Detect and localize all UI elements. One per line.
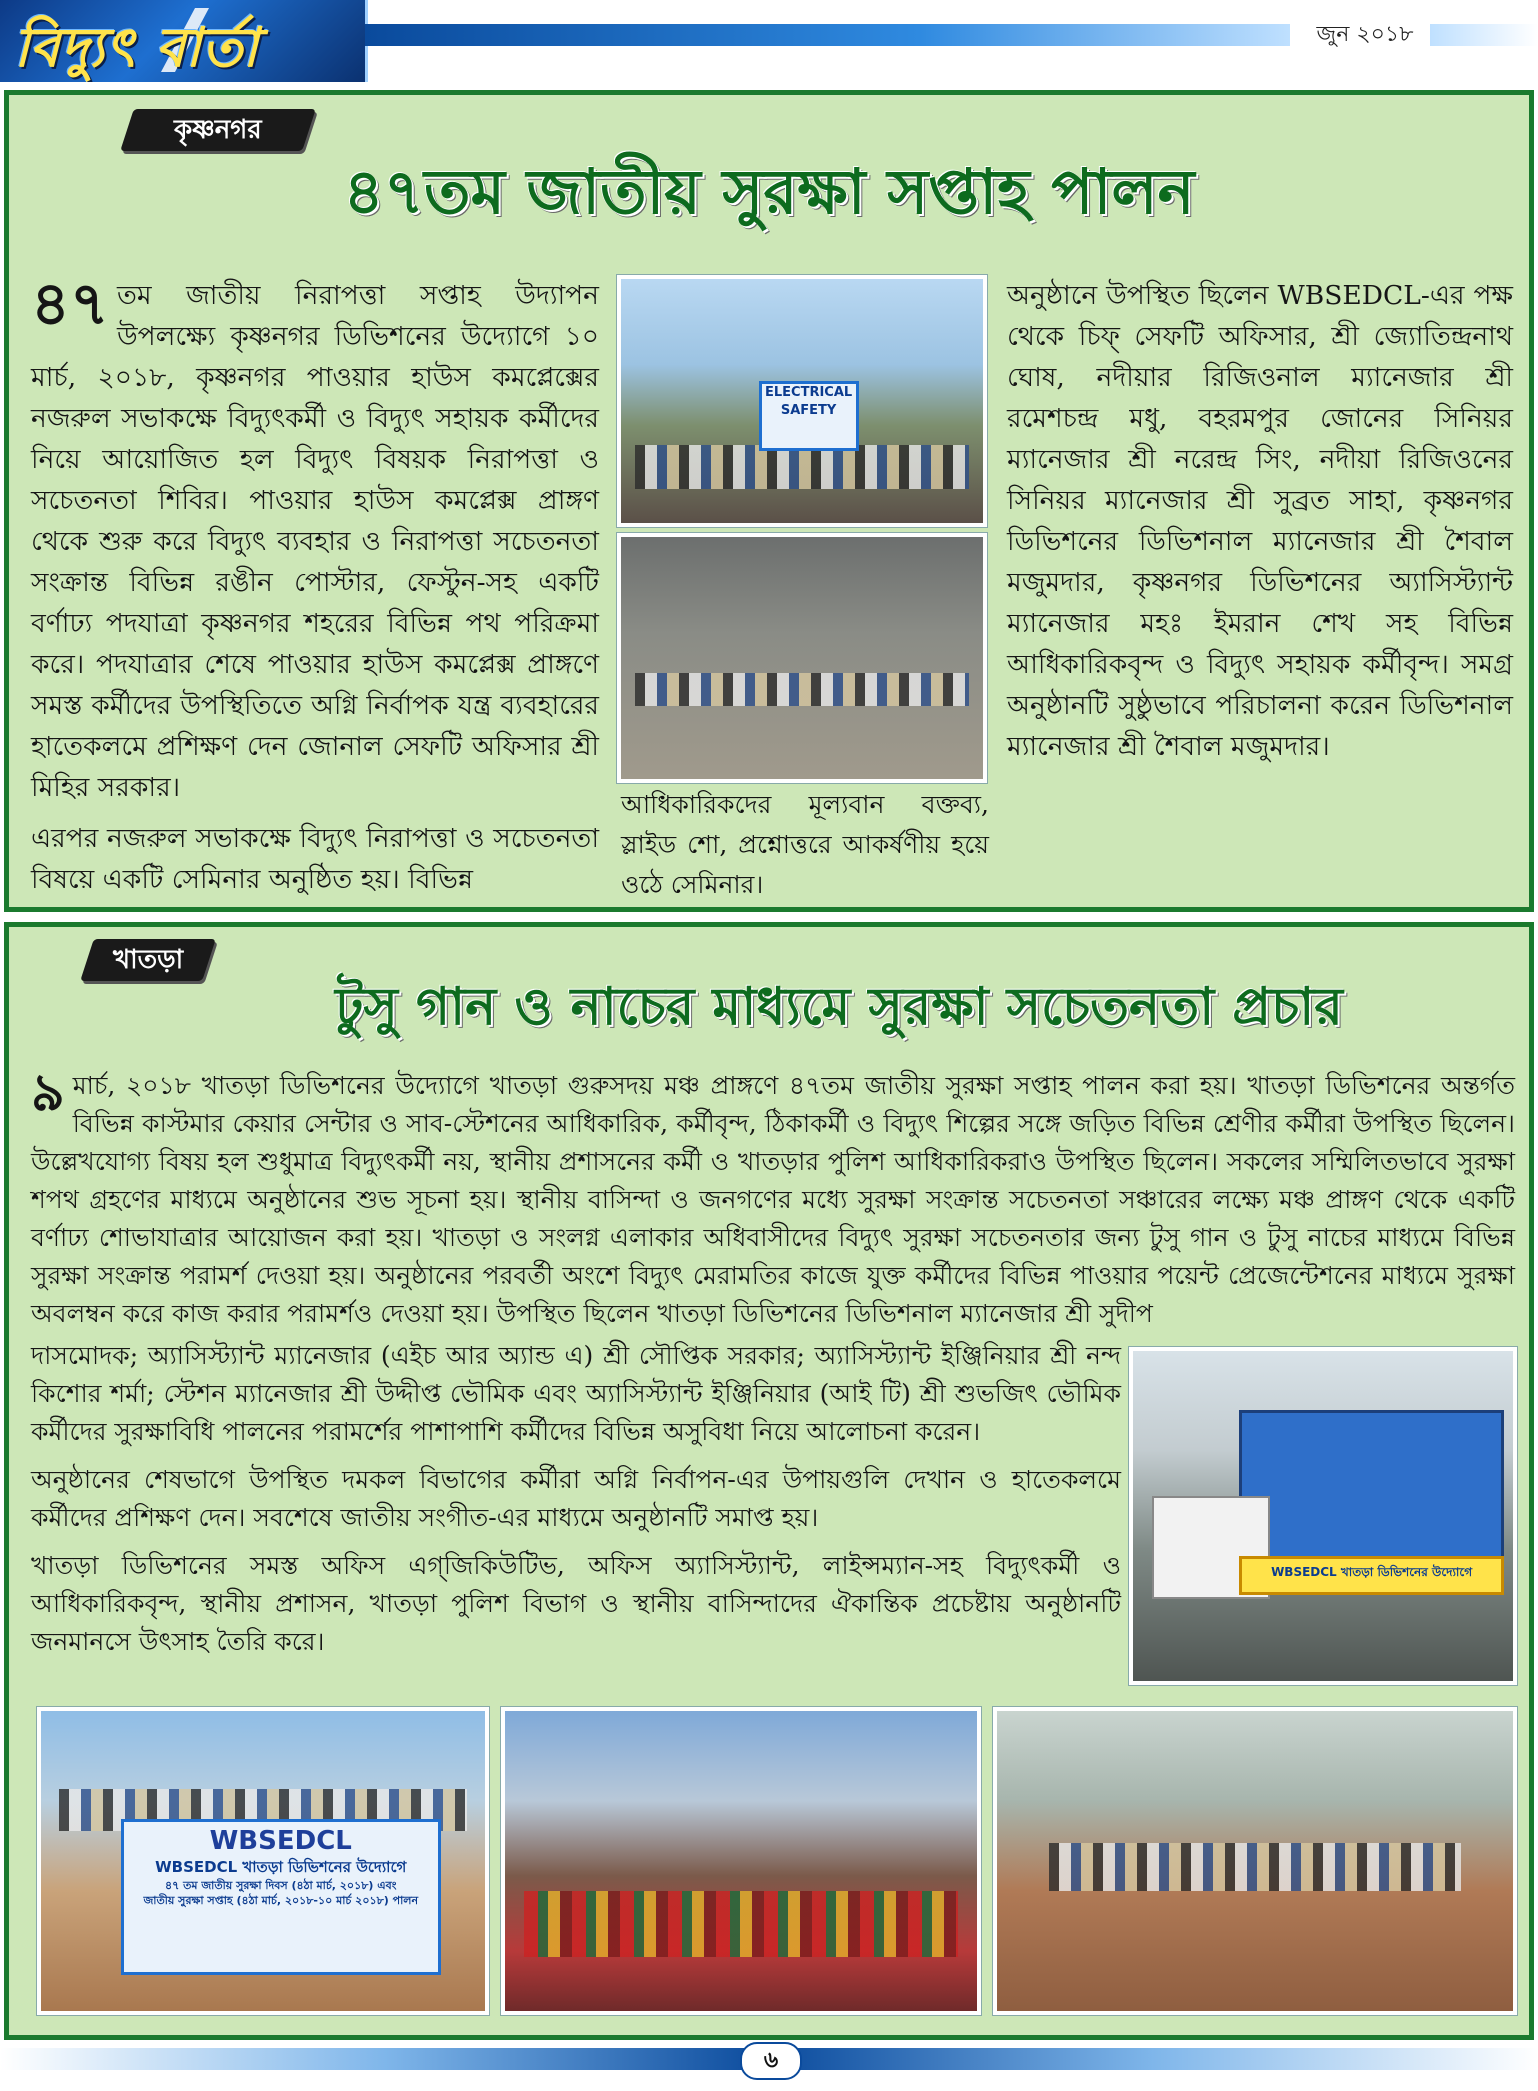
- paragraph: অনুষ্ঠানের শেষভাগে উপস্থিত দমকল বিভাগের কর্মীরা অগ্নি নির্বাপন-এর উপায়গুলি দেখান ও হাতেকলমে কর্মীদের প্রশিক্ষণ দেন। সবশেষে জাতীয় সংগীত-এর মাধ্যমে অনুষ্ঠানটি সমাপ্ত হয়।: [31, 1465, 1121, 1532]
- paragraph: এরপর নজরুল সভাকক্ষে বিদ্যুৎ নিরাপত্তা ও সচেতনতা বিষয়ে একটি সেমিনার অনুষ্ঠিত হয়। বিভিন্ন: [31, 823, 599, 895]
- location-tag: খাতড়া: [80, 939, 216, 981]
- rally-banner-title: WBSEDCL: [209, 1826, 352, 1856]
- photo-safety-pledge-circle: [993, 1707, 1517, 2015]
- paragraph: অনুষ্ঠানে উপস্থিত ছিলেন WBSEDCL-এর পক্ষ থেকে চিফ্ সেফটি অফিসার, শ্রী জ্যোতিন্দ্রনাথ ঘোষ, নদীয়ার রিজিওনাল ম্যানেজার শ্রী রমেশচন্দ্র মধু, বহরমপুর জোনের সিনিয়র ম্যানেজার শ্রী নরেন্দ্র সিং, নদীয়া রিজিওনের সিনিয়র ম্যানেজার শ্রী সুব্রত সাহা, কৃষ্ণনগর ডিভিশনের ডিভিশনাল ম্যানেজার শ্রী শৈবাল মজুমদার, কৃষ্ণনগর ডিভিশনের অ্যাসিস্ট্যান্ট ম্যানেজার মহঃ ইমরান শেখ সহ বিভিন্ন আধিকারিকবৃন্দ ও বিদ্যুৎ সহায়ক কর্মীবৃন্দ। সমগ্র অনুষ্ঠানটি সুষ্ঠুভাবে পরিচালনা করেন ডিভিশনাল ম্যানেজার শ্রী শৈবাল মজুমদার।: [1007, 280, 1513, 762]
- crowd-graphic: [1049, 1843, 1462, 1891]
- header-bar-right: [1430, 24, 1538, 46]
- rally-banner-line: ৪৭ তম জাতীয় সুরক্ষা দিবস (৪ঠা মার্চ, ২০১৮) এবং: [165, 1879, 397, 1892]
- photo-banner: ELECTRICAL SAFETY: [759, 381, 859, 450]
- masthead-title: বিদ্যুৎ বার্তা: [14, 16, 260, 79]
- article-body-full: [31, 1062, 1515, 1343]
- masthead-logo: [0, 0, 368, 82]
- photo-street-procession: [617, 533, 987, 783]
- truck-banner: WBSEDCL খাতড়া ডিভিশনের উদ্যোগে: [1239, 1556, 1503, 1595]
- article-column-1: [31, 269, 599, 910]
- location-tag: কৃষ্ণনগর: [120, 109, 316, 151]
- drop-cap: ৪৭: [31, 269, 109, 339]
- article-body-narrow: [31, 1337, 1121, 1671]
- paragraph: খাতড়া ডিভিশনের সমস্ত অফিস এগ্‌জিকিউটিভ, অফিস অ্যাসিস্ট্যান্ট, লাইন্সম্যান-সহ বিদ্যুৎকর্মী ও আধিকারিকবৃন্দ, স্থানীয় প্রশাসন, খাতড়া পুলিশ বিভাগ ও স্থানীয় বাসিন্দাদের ঐকান্তিক প্রচেষ্টায় অনুষ্ঠানটি জনমানসে উৎসাহ তৈরি করে।: [31, 1551, 1121, 1656]
- crowd-graphic: [635, 445, 968, 489]
- issue-date: জুন ২০১৮: [1316, 22, 1414, 47]
- photo-rally-banner: [37, 1707, 489, 2015]
- page-number: ৬: [740, 2042, 802, 2080]
- paragraph: ৪৭ তম জাতীয় নিরাপত্তা সপ্তাহ উদ্যাপন উপলক্ষ্যে কৃষ্ণনগর ডিভিশনের উদ্যোগে ১০ মার্চ, ২০১৮, কৃষ্ণনগর পাওয়ার হাউস কমপ্লেক্সের নজরুল সভাকক্ষে বিদ্যুৎকর্মী ও বিদ্যুৎ সহায়ক কর্মীদের নিয়ে আয়োজিত হল বিদ্যুৎ বিষয়ক নিরাপত্তা ও সচেতনতা শিবির। পাওয়ার হাউস কমপ্লেক্স প্রাঙ্গণ থেকে শুরু করে বিদ্যুৎ ব্যবহার ও নিরাপত্তা সচেতনতা সংক্রান্ত বিভিন্ন রঙীন পোস্টার, ফেস্টুন-সহ একটি বর্ণাঢ্য পদযাত্রা কৃষ্ণনগর শহরের বিভিন্ন পথ পরিক্রমা করে। পদযাত্রার শেষে পাওয়ার হাউস কমপ্লেক্স প্রাঙ্গণে সমস্ত কর্মীদের উপস্থিতিতে অগ্নি নির্বাপক যন্ত্র ব্যবহারের হাতেকলমে প্রশিক্ষণ দেন জোনাল সেফটি অফিসার শ্রী মিহির সরকার।: [31, 269, 599, 803]
- photo-caption: আধিকারিকদের মূল্যবান বক্তব্য, স্লাইড শো, প্রশ্নোত্তরে আকর্ষণীয় হয়ে ওঠে সেমিনার।: [621, 790, 989, 899]
- article-column-3: [1007, 275, 1513, 777]
- article-headline: ৪৭তম জাতীয় সুরক্ষা সপ্তাহ পালন: [343, 155, 1195, 228]
- paragraph: ৯ মার্চ, ২০১৮ খাতড়া ডিভিশনের উদ্যোগে খাতড়া গুরুসদয় মঞ্চ প্রাঙ্গণে ৪৭তম জাতীয় সুরক্ষা সপ্তাহ পালন করা হয়। খাতড়া ডিভিশনের অন্তর্গত বিভিন্ন কাস্টমার কেয়ার সেন্টার ও সাব-স্টেশনের আধিকারিক, কর্মীবৃন্দ, ঠিকাকর্মী ও বিদ্যুৎ শিল্পের সঙ্গে জড়িত বিভিন্ন শ্রেণীর কর্মীরা উপস্থিত ছিলেন। উল্লেখযোগ্য বিষয় হল শুধুমাত্র বিদ্যুৎকর্মী নয়, স্থানীয় প্রশাসনের কর্মী ও খাতড়ার পুলিশ আধিকারিকরাও উপস্থিত ছিলেন। সকলের সম্মিলিতভাবে সুরক্ষা শপথ গ্রহণের মাধ্যমে অনুষ্ঠানের শুভ সূচনা হয়। স্থানীয় বাসিন্দা ও জনগণের মধ্যে সুরক্ষা সংক্রান্ত সচেতনতা সঞ্চারের লক্ষ্যে মঞ্চ প্রাঙ্গণ থেকে একটি বর্ণাঢ্য শোভাযাত্রার আয়োজন করা হয়। খাতড়া ও সংলগ্ন এলাকার অধিবাসীদের বিদ্যুৎ সুরক্ষা সচেতনতার জন্য টুসু গান ও টুসু নাচের মাধ্যমে বিভিন্ন সুরক্ষা সংক্রান্ত পরামর্শ দেওয়া হয়। অনুষ্ঠানের পরবর্তী অংশে বিদ্যুৎ মেরামতির কাজে যুক্ত কর্মীদের বিভিন্ন পাওয়ার পয়েন্ট প্রেজেন্টেশনের মাধ্যমে সুরক্ষা অবলম্বন করে কাজ করার পরামর্শও দেওয়া হয়। উপস্থিত ছিলেন খাতড়া ডিভিশনের ডিভিশনাল ম্যানেজার শ্রী সুদীপ: [31, 1062, 1515, 1328]
- article-headline: টুসু গান ও নাচের মাধ্যমে সুরক্ষা সচেতনতা প্রচার: [335, 977, 1343, 1037]
- photo-rally-group: [617, 275, 987, 527]
- crowd-graphic: [635, 673, 968, 707]
- photo-awareness-truck: [1129, 1347, 1517, 1685]
- article-krishnanagar: [4, 90, 1534, 912]
- rally-banner: [121, 1819, 441, 1975]
- drop-cap: ৯: [31, 1062, 65, 1123]
- rally-banner-subtitle: WBSEDCL খাতড়া ডিভিশনের উদ্যোগে: [155, 1858, 407, 1876]
- rally-banner-line: জাতীয় সুরক্ষা সপ্তাহ (৪ঠা মার্চ, ২০১৮-১০ মার্চ ২০১৮) পালন: [143, 1894, 419, 1907]
- dancers-graphic: [524, 1891, 958, 1957]
- photo-tusu-dance: [501, 1707, 981, 2015]
- header-bar: [365, 24, 1290, 46]
- paragraph: দাসমোদক; অ্যাসিস্ট্যান্ট ম্যানেজার (এইচ আর অ্যান্ড এ) শ্রী সৌপ্তিক সরকার; অ্যাসিস্ট্যান্ট ইঞ্জিনিয়ার শ্রী নন্দ কিশোর শর্মা; স্টেশন ম্যানেজার শ্রী উদ্দীপ্ত ভৌমিক এবং অ্যাসিস্ট্যান্ট ইঞ্জিনিয়ার (আই টি) শ্রী শুভজিৎ ভৌমিক কর্মীদের সুরক্ষাবিধি পালনের পরামর্শের পাশাপাশি কর্মীদের বিভিন্ন অসুবিধা নিয়ে আলোচনা করেন।: [31, 1341, 1121, 1446]
- truck-graphic: [1239, 1410, 1503, 1574]
- article-khatra: [4, 922, 1534, 2040]
